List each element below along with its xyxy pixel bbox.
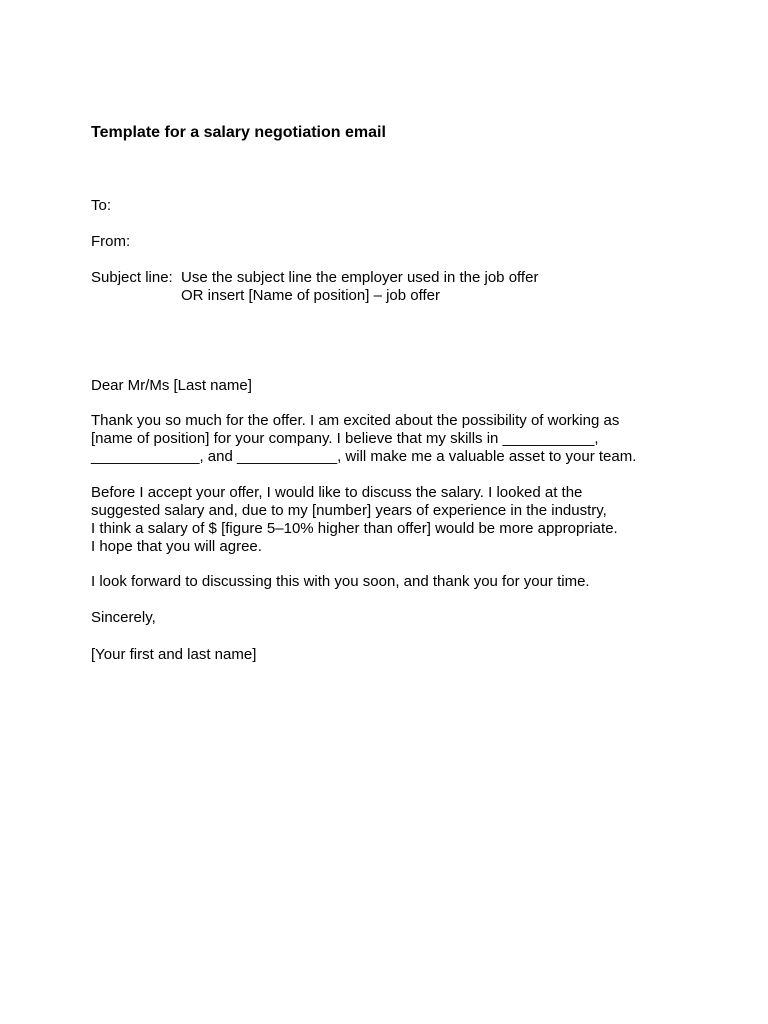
paragraph1-line-1: Thank you so much for the offer. I am excited about the possibility of working as (91, 412, 620, 429)
subject-line-1: Use the subject line the employer used in the job offer (181, 269, 539, 286)
paragraph2-line-3: I think a salary of $ [figure 5–10% higher than offer] would be more appropriate. (91, 520, 618, 537)
paragraph3: I look forward to discussing this with you soon, and thank you for your time. (91, 573, 590, 590)
subject-line-2: OR insert [Name of position] – job offer (181, 287, 441, 304)
subject-label: Subject line: (91, 269, 173, 286)
signature-placeholder: [Your first and last name] (91, 646, 257, 663)
to-label: To: (91, 197, 112, 214)
document-title: Template for a salary negotiation email (91, 124, 386, 141)
paragraph2-line-2: suggested salary and, due to my [number] years of experience in the industry, (91, 502, 607, 519)
paragraph1-line-3: _____________, and ____________, will make me a valuable asset to your team. (91, 448, 637, 465)
salutation: Dear Mr/Ms [Last name] (91, 377, 252, 394)
paragraph2-line-1: Before I accept your offer, I would like to discuss the salary. I looked at the (91, 484, 583, 501)
from-label: From: (91, 233, 131, 250)
closing: Sincerely, (91, 609, 156, 626)
paragraph2-line-4: I hope that you will agree. (91, 538, 262, 555)
paragraph1-line-2: [name of position] for your company. I believe that my skills in ___________, (91, 430, 599, 447)
